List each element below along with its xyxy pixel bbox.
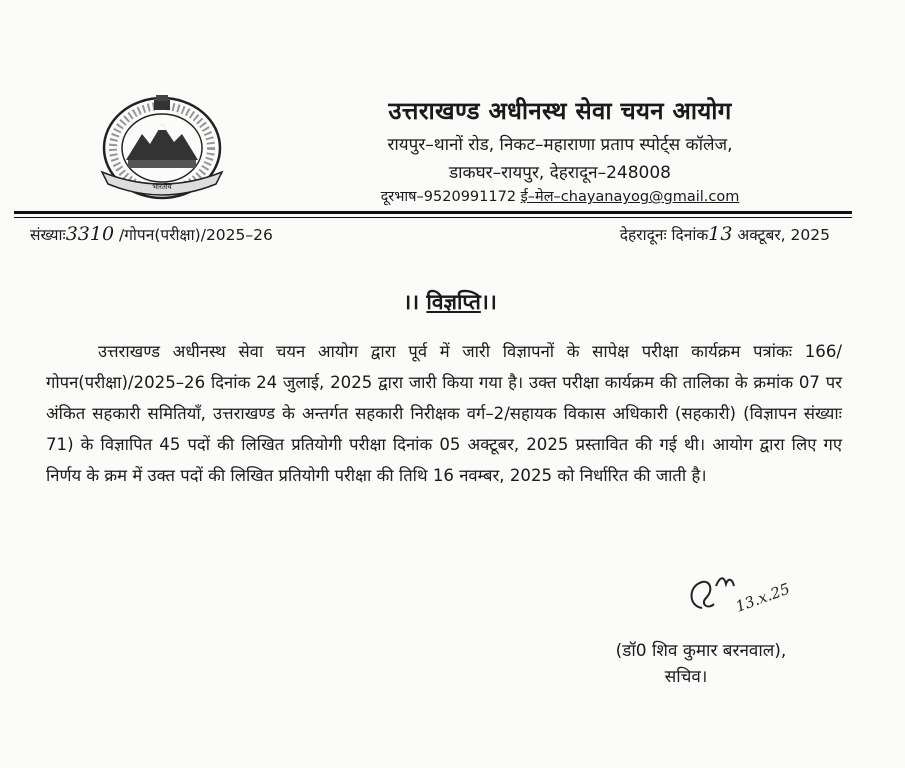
commission-seal-icon <box>100 94 224 202</box>
email: ई–मेल–chayanayog@gmail.com <box>520 189 740 205</box>
place-date: देहरादूनः दिनांक13 अक्टूबर, 2025 <box>619 223 830 245</box>
reference-line <box>30 223 830 249</box>
header-divider <box>14 211 852 214</box>
reference-number: संख्याः3310 /गोपन(परीक्षा)/2025–26 <box>30 223 273 245</box>
signature-mark <box>680 568 820 628</box>
handwritten-day: 13 <box>708 223 733 245</box>
signature-date: 13.x.25 <box>733 579 793 616</box>
address-line-1: रायपुर–थानों रोड, निकट–महाराणा प्रताप स्पोर्ट्स कॉलेज, <box>387 135 733 155</box>
seal-text: भारतीय <box>152 183 172 191</box>
header-divider-thin <box>14 217 852 218</box>
notice-title: ।। विज्ञप्ति।। <box>403 290 497 314</box>
organization-name: उत्तराखण्ड अधीनस्थ सेवा चयन आयोग <box>388 97 732 125</box>
signatory-designation: सचिव। <box>664 667 708 687</box>
notice-body: उत्तराखण्ड अधीनस्थ सेवा चयन आयोग द्वारा पूर्व में जारी विज्ञापनों के सापेक्ष परीक्षा कार्यक्रम पत्रांकः 166/गोपन(परीक्षा)/2025–26 दिनांक 24 जुलाई, 2025 द्वारा जारी किया गया है। उक्त परीक्षा कार्यक्रम की तालिका के क्रमांक 07 पर अंकित सहकारी समितियाँ, उत्तराखण्ड के अन्तर्गत सहकारी निरीक्षक वर्ग–2/सहायक विकास अधिकारी (सहकारी) (विज्ञापन संख्याः 71) के विज्ञापित 45 पदों की लिखित प्रतियोगी परीक्षा दिनांक 05 अक्टूबर, 2025 प्रस्तावित की गई थी। आयोग द्वारा लिए गए निर्णय के क्रम में उक्त पदों की लिखित प्रतियोगी परीक्षा की तिथि 16 नवम्बर, 2025 को निर्धारित की जाती है। <box>46 342 842 485</box>
handwritten-ref-number: 3310 <box>65 223 115 245</box>
signatory-name: (डॉ0 शिव कुमार बरनवाल), <box>615 641 787 661</box>
address-line-2: डाकघर–रायपुर, देहरादून–248008 <box>449 163 671 183</box>
contact-line <box>300 186 820 206</box>
phone: दूरभाष–9520991172 <box>380 189 517 205</box>
